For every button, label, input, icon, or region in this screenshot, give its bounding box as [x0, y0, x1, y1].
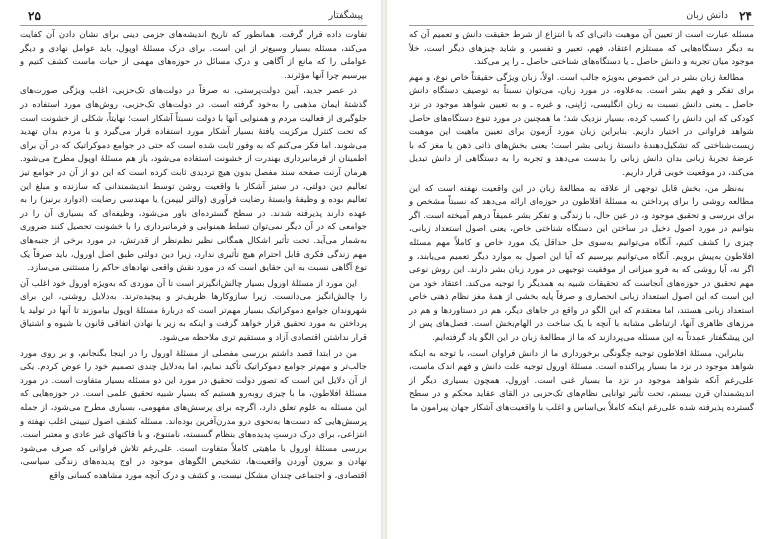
page-body [409, 29, 754, 416]
header-rule [20, 25, 367, 26]
page-body [20, 29, 367, 484]
paragraph: من در ابتدا قصد داشتم بررسی مفصلی از مسئلهٔ اورول را در اینجا بگنجانم، و بر روی مورد جالب‌تر و مهم‌تر جوامع دموکراتیک تأکید نمایم، اما به‌دلایل چندی تصمیم خود را عوض کردم. یکی از آن دلایل این است که تصور دولت تحقیق در مورد این دو مسئله بسیار متفاوت است. در مورد مسئلهٔ افلاطون، ما با چیزی روبه‌رو هستیم که بسیار شبیه تحقیق علمی است. در حوزه‌هایی که این مسئله به علوم تعلق دارد، اگرچه برای پرسش‌های مفهومی، بسیاری مطرح می‌شود، از جمله پرسش‌هایی که دست‌ها به‌نحوی درو مدرن‌آفرین بوده‌اند. مسئله کشف اصول تبیینی اغلب نهفته و انتزاعی، برای درک درستِ پدیده‌های بنظام گسسته، نامتنوع، و با فاکتهای غیر عادی و معتبر است. بررسی مسئلهٔ اورول با ماهیتی کاملاً متفاوت است. علی‌رغم تلاش فراوانی که صرف می‌شود نهادن و بیرون آوردن واقعیت‌ها، تشخیص الگوهای موجود در اوج پدیده‌های زندگی سیاسی، اقتصادی، و اجتماعی چندان مشکل نیست، و کشف و درک آنچه مورد مشاهده کسانی واقع [20, 348, 367, 481]
page-number: ۲۴ [739, 9, 752, 23]
page-header [409, 8, 754, 24]
left-page [0, 0, 381, 539]
paragraph: مطالعهٔ زبان بشر در این خصوص به‌ویژه جالب است. اولاً، زبان ویژگی حقیقتاً خاص نوع، و مهم برای تفکر و فهم بشر است. به‌علاوه، در مورد زبان، می‌توان نسبتاً به توصیف دستگاه دانش حاصل ـ یعنی دانش نسبت به زبان انگلیسی، ژاپنی، و غیره ـ و به تعیین شواهد موجود در نزد کودکی که این دانش را کسب کرده، بسیار نزدیک شد؛ ما همچنین در مورد تنوع دستگاه‌های حاصل شواهد فراوانی در اختیار داریم. بنابراین زبان مورد آزمون برای تعیین ماهیت این موهبت زیست‌شناختی که تشکیل‌دهندهٔ دانستهٔ زبانی بشر است؛ یعنی بخش‌های ذاتی ذهن یا مغز که با عرضهٔ تجربهٔ زبانی بدان دانش زبانی را بدست می‌دهد و تجربه را به دستگاهی از دانش تبدیل می‌کند، در موقعیت خوبی قرار داریم. [409, 72, 754, 178]
running-head: دانش زبان [686, 10, 728, 21]
page-header [20, 8, 367, 24]
paragraph: بنابراین، مسئلهٔ افلاطون توجیه چگونگی برخورداری ما از دانش فراوان است، با توجه به اینکه شواهد موجود در نزد ما بسیار پراکنده است. مسئلهٔ اورول توجیه علت دانش و فهم اندک ماست، علی‌رغم آنکه شواهد موجود در نزد ما بسیار غنی است. اورول، همچون بسیاری دیگر از اندیشمندان قرن بیستم، تحت تأثیر توانایی نظام‌های تک‌حزبی در القای عقاید محکم و در سطح گسترده پذیرفته شده علی‌رغم اینکه کاملاً بی‌اساس و اغلب با واقعیت‌های آشکار جهان پیرامون ما [409, 348, 754, 414]
paragraph: تفاوت داده قرار گرفت. همانطور که تاریخ اندیشه‌های جزمی دینی برای نشان دادن آن کفایت می‌کند، مسئله بسیار وسیع‌تر از این است. برای درک مسئلهٔ اوپول، باید عوامل نهادی و دیگر عواملی را که مانع از آگاهی و درک مسائل در حوزه‌های مهمی از حیات ماست کشف کنیم و بپرسیم چرا آنها مؤثرند. [20, 30, 367, 81]
right-page [387, 0, 768, 539]
paragraph: در عصر جدید، آیین دولت‌پرستی، نه صرفاً در دولت‌های تک‌حزبی، اغلب ویژگی صورت‌های گذشتهٔ ایمان مذهبی را به‌خود گرفته است. در دولت‌های تک‌حزبی، روش‌های مورد استفاده در جلوگیری از فعالیت مردم و همنوایی آنها با دولت نسبتاً آشکار است؛ نهایتاً، شکلی از خشونت است که تحت کنترل مرکزیت یافتهٔ بسیار آشکار مورد استفاده قرار می‌گیرد و با مردم بدان تهدید می‌شوند. اما فکر می‌کنم که به وفور ثابت شده است که حتی در جوامع دموکراتیک که در آن برای اطمینان از فرمانبرداری بهندرت از خشونت استفاده می‌شود، باز هم مسئلهٔ اوپول مطرح می‌شود. هرمان آرنت صفحه سند مفصل بدون هیچ تردیدی ثابت کرده است که این دو از آن در جوامع تیز تعالیم دین دولتی، در ستیز آشکار با واقعیت روشن توسط اندیشمندانی که سازنده و مبلغ این تعالیم بوده و وظیفهٔ وابستهٔ رضایت فرآوری (والتر لیپمن) یا مهندسی رضایت (ادوارد برنیز) را به عهده دارند پذیرفته شدند. در سطح گسترده‌ای باور می‌شود، وظیفه‌ای که بسیاری آن را در جوامعی که در آن دیگر نمی‌توان تسلط همنوایی و فرمانبرداری را با خشونت تحصیل کنند ضروری به‌شمار می‌آید. تحت تأثیر اشکال همگانی نظیر نظم‌نظر از قدرتش، در مورد برخی از جنبه‌های مهم زندگی فکری قابل احترام هیچ تأثیری ندارد، زیرا دین دولتی طبق اصل اورول، باید صرفاً یک نوع آگاهی نسبت به این حقایق است که در مورد نقش واقعی نهادهای حاکم را مستثنی می‌سازد. [20, 86, 367, 274]
paragraph: این مورد از مسئلهٔ اورول بسیار چالش‌انگیزتر است تا آن موردی که به‌ویژه اورول خود اغلب آن را چالش‌انگیز می‌دانست. زیرا سازوکارها ظریف‌تر و پیچیده‌ترند. به‌دلایل روشنی، این برای شهروندان جوامع دموکراتیک بسیار مهم‌تر است که دربارهٔ مسئلهٔ اوپول بیاموزند تا آنها در تولید یا پرداختن به مورد تحقیق قرار خواهد گرفت و اینکه به زیر یا نهادن اتفاقی قانون با شیوه و اشتیاق قرار نداشتن اقتصادی آزاد و مستقیم تری ملاحظه می‌شود. [20, 278, 367, 344]
header-rule [409, 25, 754, 26]
page-number: ۲۵ [28, 9, 41, 23]
paragraph: مسئله عبارت است از تعیین آن موهبت ذاتی‌ای که با انتزاع از شرط حقیقت دانش و تعمیم آن که به دیگر دستگاه‌هایی که مستلزم اعتقاد، فهم، تعبیر و تفسیر، و شاید چیزهای دیگر است، خلأ موجود میان تجربه و دانش حاصل ـ یا دستگاه‌های شناختی حاصل ـ را پر می‌کند. [409, 30, 754, 68]
running-head: پیشگفتار [328, 10, 363, 21]
paragraph: به‌نظر من، بخش قابل توجهی از علاقه به مطالعهٔ زبان در این واقعیت نهفته است که این مطالعه روشی را برای پرداختن به مسئلهٔ افلاطون در حوزه‌ای ارائه می‌دهد که نسبتاً مشخص و برای بررسی و تحقیق موجود و، در عین حال، با زندگی و تفکر بشر عمیقاً درهم آمیخته است. اگر بتوانیم در مورد اصول دخیل در ساختن این دستگاه شناختی خاص، یعنی اصول استعداد زبانی، چیزی را کشف کنیم، آنگاه می‌توانیم به‌سوی حل حداقل یک مورد خاص و کاملاً مهم مسئله افلاطون به‌پیش برویم. آنگاه می‌توانیم بپرسیم که آیا این اصول به موارد دیگر تعمیم می‌یابند، و اگر نه، آیا روشی که به فرو میزانی از موفقیت توجیهی در مورد زبان بشر دارند. این روش نوعی مهم تحقیق در حوزه‌های آنجاست که تحقیقات شبیه به همدیگر را توجیه می‌کند. اعتقاد خود من این است که این اصول استعداد زبانی انحصاری و صرفاً پایه بخشی از همهٔ مغز نظام ذهنی خاص استعداد زبانی هستند، اما معتقدم که این الگو در واقع در جاهای دیگر، هم در دستاوردها و هم در مرزهای ظاهری آنها، ارتباطی مشابه با آنچه با یک ساخت در الهام‌بخش است. فصل‌های پس از این پیشگفتار عمدتاً به این مسئله می‌پردازند که ما از مطالعهٔ زبان در این الگو یاد گرفته‌ایم. [409, 183, 754, 344]
